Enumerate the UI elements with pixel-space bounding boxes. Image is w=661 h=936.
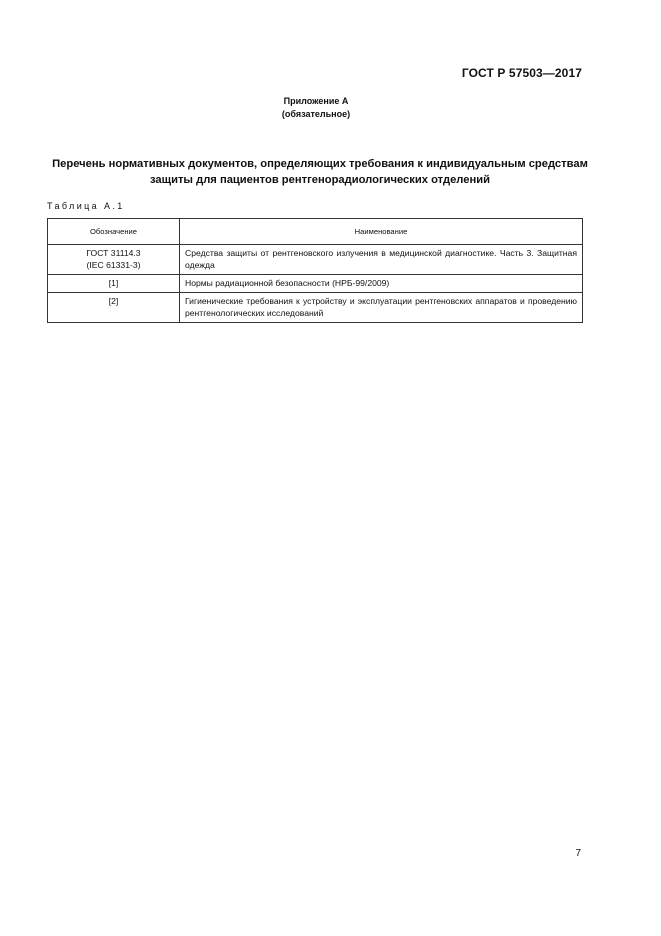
row-code-line: (IEC 61331-3) <box>86 260 141 270</box>
table-row <box>48 245 583 275</box>
column-header-code: Обозначение <box>48 219 180 245</box>
table-row <box>48 275 583 293</box>
appendix-status: (обязательное) <box>281 109 351 119</box>
appendix-heading <box>0 95 632 121</box>
row-name-cell: Гигиенические требования к устройству и эксплуатации рентгеновских аппаратов и проведению рентгенологических исследований <box>180 293 583 323</box>
row-code-cell <box>48 293 180 323</box>
reference-table <box>47 218 583 323</box>
document-heading: Перечень нормативных документов, определяющих требования к индивидуальным средствам защиты для пациентов рентгенорадиологических отделений <box>52 158 588 186</box>
appendix-title: Приложение А <box>283 96 349 106</box>
document-code: ГОСТ Р 57503—2017 <box>461 66 582 80</box>
table-caption: Таблица А.1 <box>47 201 125 211</box>
row-code-cell <box>48 245 180 275</box>
table-row <box>48 293 583 323</box>
row-code-line: [1] <box>108 278 119 288</box>
row-name-cell: Средства защиты от рентгеновского излучения в медицинской диагностике. Часть 3. Защитная одежда <box>180 245 583 275</box>
row-code-line: [2] <box>108 296 119 306</box>
row-code-line: ГОСТ 31114.3 <box>86 248 141 258</box>
page-number: 7 <box>575 848 581 859</box>
column-header-name: Наименование <box>180 219 583 245</box>
table-header-row <box>48 219 583 245</box>
row-name-cell: Нормы радиационной безопасности (НРБ-99/2009) <box>180 275 583 293</box>
row-code-cell <box>48 275 180 293</box>
